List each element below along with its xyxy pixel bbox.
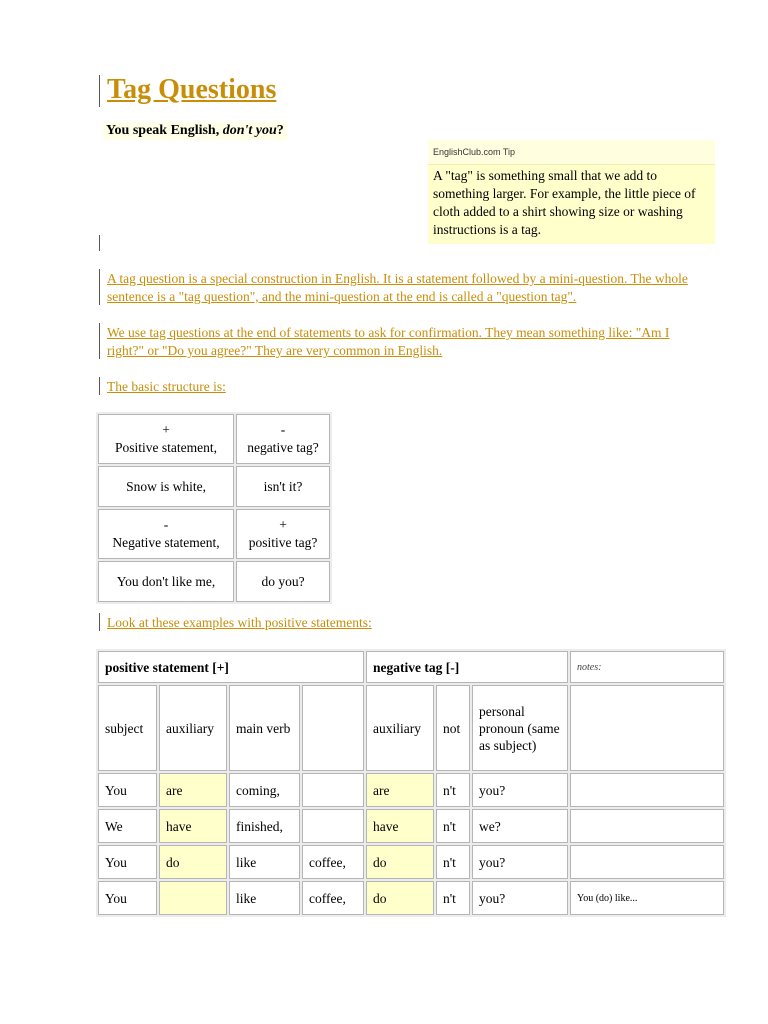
table-row xyxy=(98,881,724,915)
col-not: not xyxy=(436,685,470,771)
cell-verb: like xyxy=(229,881,300,915)
tip-header: EnglishClub.com Tip xyxy=(428,140,715,165)
paragraph-intro[interactable]: A tag question is a special construction in English. It is a statement followed by a mini-question. The whole sentence is a "tag question", and the mini-question at the end is called a "question tag". xyxy=(107,271,688,304)
table-row xyxy=(98,561,330,602)
paragraph-structure[interactable]: The basic structure is: xyxy=(107,379,226,394)
cell-pronoun: you? xyxy=(472,881,568,915)
table-row xyxy=(98,845,724,879)
cell-auxiliary: are xyxy=(159,773,227,807)
cell-note xyxy=(570,845,724,879)
cell-auxiliary: have xyxy=(159,809,227,843)
cell-note: You (do) like... xyxy=(570,881,724,915)
margin-bar xyxy=(99,235,100,251)
cell-text: positive tag? xyxy=(248,535,318,550)
cell-object: coffee, xyxy=(302,845,364,879)
margin-bar xyxy=(99,75,100,107)
cell-pronoun: we? xyxy=(472,809,568,843)
subtitle-tag: don't you xyxy=(222,123,277,138)
cell-subject: We xyxy=(98,809,157,843)
cell-pronoun: you? xyxy=(472,773,568,807)
table-cell xyxy=(236,414,330,464)
table-row xyxy=(98,773,724,807)
col-blank xyxy=(302,685,364,771)
cell-note xyxy=(570,809,724,843)
sign: - xyxy=(163,517,169,532)
table-cell xyxy=(98,414,234,464)
col-subject: subject xyxy=(98,685,157,771)
cell-text: negative tag? xyxy=(247,440,319,455)
tip-body: A "tag" is something small that we add to something larger. For example, the little piece of cloth added to a shirt showing size or washing instructions is a tag. xyxy=(433,168,696,237)
cell-not: n't xyxy=(436,809,470,843)
anchor-link[interactable] xyxy=(106,236,112,250)
cell-verb: coming, xyxy=(229,773,300,807)
header-negative: negative tag [-] xyxy=(366,651,568,683)
header-notes: notes: xyxy=(570,651,724,683)
cell-not: n't xyxy=(436,773,470,807)
cell-object: coffee, xyxy=(302,881,364,915)
cell-subject: You xyxy=(98,773,157,807)
col-main-verb: main verb xyxy=(229,685,300,771)
cell-verb: like xyxy=(229,845,300,879)
cell-not: n't xyxy=(436,881,470,915)
subtitle-end: ? xyxy=(276,123,284,138)
table-cell xyxy=(98,509,234,559)
cell-not: n't xyxy=(436,845,470,879)
sign: + xyxy=(279,517,287,532)
paragraph-usage[interactable]: We use tag questions at the end of statements to ask for confirmation. They mean something like: "Am I right?" or "Do you agree?" They are very common in English. xyxy=(107,325,670,358)
cell-tag-auxiliary: do xyxy=(366,845,434,879)
table-row xyxy=(98,509,330,559)
examples-table xyxy=(96,649,726,917)
subtitle xyxy=(103,122,287,140)
table-header-row xyxy=(98,651,724,683)
page-title[interactable]: Tag Questions xyxy=(107,74,277,105)
cell-verb: finished, xyxy=(229,809,300,843)
table-cell xyxy=(236,509,330,559)
paragraph-examples[interactable]: Look at these examples with positive statements: xyxy=(107,615,372,630)
margin-bar xyxy=(99,613,100,631)
table-cell: isn't it? xyxy=(236,466,330,507)
col-tag-auxiliary: auxiliary xyxy=(366,685,434,771)
cell-object xyxy=(302,773,364,807)
subtitle-text: You speak English, xyxy=(106,123,223,138)
margin-bar xyxy=(99,269,100,305)
col-auxiliary: auxiliary xyxy=(159,685,227,771)
table-cell: Snow is white, xyxy=(98,466,234,507)
cell-tag-auxiliary: do xyxy=(366,881,434,915)
cell-subject: You xyxy=(98,845,157,879)
col-pronoun: personal pronoun (same as subject) xyxy=(472,685,568,771)
sign: - xyxy=(280,422,286,437)
col-notes xyxy=(570,685,724,771)
table-subheader-row xyxy=(98,685,724,771)
table-cell: do you? xyxy=(236,561,330,602)
cell-tag-auxiliary: are xyxy=(366,773,434,807)
table-row xyxy=(98,466,330,507)
cell-text: Positive statement, xyxy=(115,440,217,455)
cell-note xyxy=(570,773,724,807)
table-row xyxy=(98,809,724,843)
cell-object xyxy=(302,809,364,843)
cell-text: Negative statement, xyxy=(112,535,220,550)
margin-bar xyxy=(99,323,100,359)
tip-box xyxy=(428,140,715,244)
table-cell: You don't like me, xyxy=(98,561,234,602)
cell-auxiliary xyxy=(159,881,227,915)
sign: + xyxy=(162,422,170,437)
basic-structure-table xyxy=(96,412,332,604)
cell-subject: You xyxy=(98,881,157,915)
cell-tag-auxiliary: have xyxy=(366,809,434,843)
cell-auxiliary: do xyxy=(159,845,227,879)
header-positive: positive statement [+] xyxy=(98,651,364,683)
table-row xyxy=(98,414,330,464)
cell-pronoun: you? xyxy=(472,845,568,879)
margin-bar xyxy=(99,377,100,395)
